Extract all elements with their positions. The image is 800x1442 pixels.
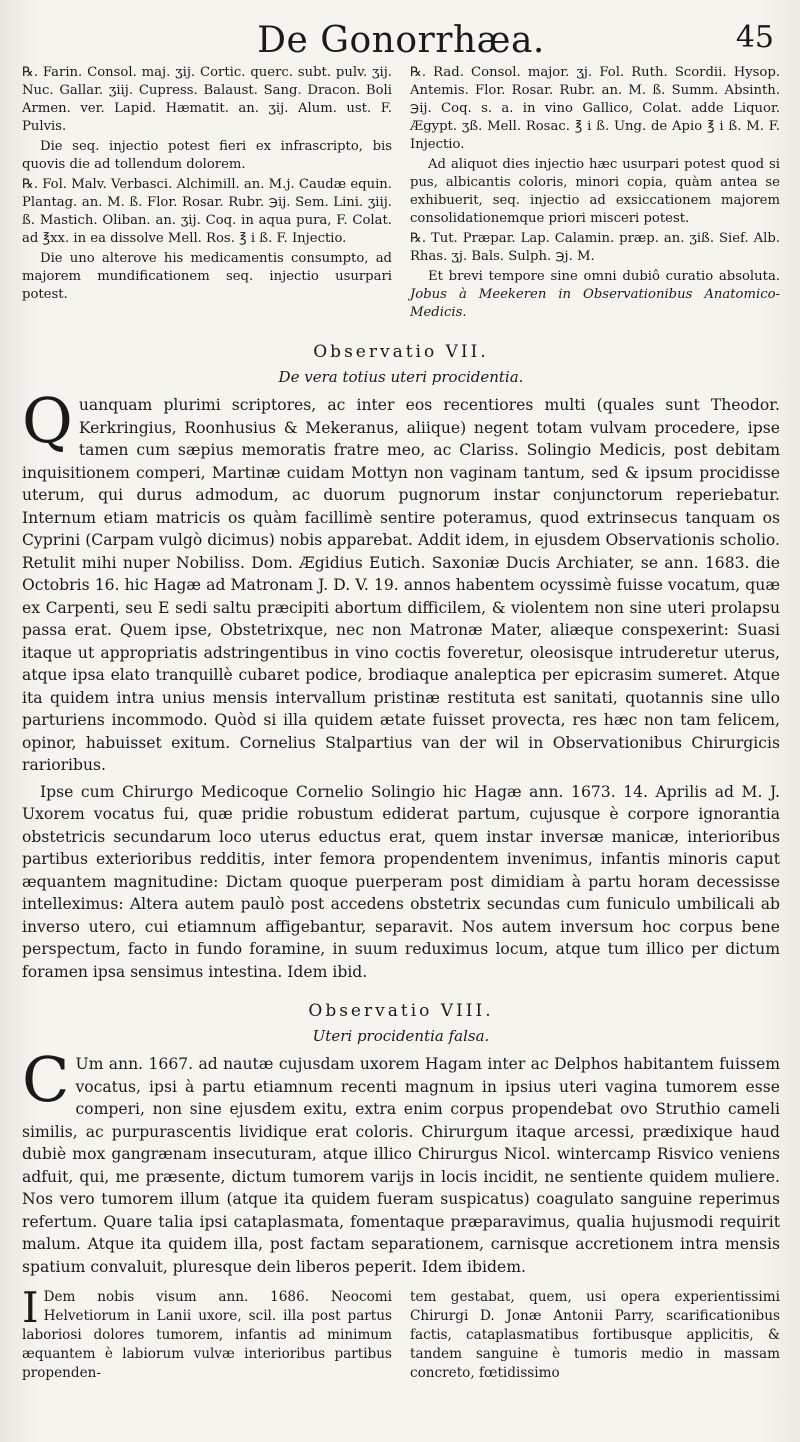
drop-cap: I [22,1283,39,1332]
bottom-columns [22,1283,780,1383]
text-paragraph [22,384,780,777]
recipe-paragraph: ℞. Fol. Malv. Verbasci. Alchimill. an. M.j. Caudæ equin. Plantag. an. M. ß. Flor. Rosar. Rubr. ℈ij. Sem. Lini. ʒiij. ß. Mastich. Oliban. an. ʒij. Coq. in aqua pura, F. Colat. ad ℥xx. in ea dissolve Mell. Ros. ℥ i ß. F. Injectio. [22,177,392,246]
observation-subtitle: De vera totius uteri procidentia. [278,368,524,386]
text-paragraph [22,1283,392,1383]
left-column [22,1283,392,1383]
text-paragraph [22,1043,780,1278]
text-paragraph [410,268,780,322]
observation-heading: Observatio VII. [313,342,489,362]
conclusion-text: Et brevi tempore sine omni dubiô curatio absoluta. [428,269,780,284]
paragraph-text: Um ann. 1667. ad nautæ cujusdam uxorem Hagam inter ac Delphos habitantem fuissem vocatus, ipsi à partu etiamnum recenti magnum in ipsius uteri vagina tumorem esse comperi, non sine ejusdem exitu, extra enim corpus propendebat ovo Struthio cameli similis, ac purpurascentis lividique erat coloris. Chirurgum itaque arcessi, prædixique haud dubiè mox gangrænam insecuturam, atque illico Chirurgus Nicol. wintercamp Risvico veniens adfuit, qui, me præsente, dictum tumorem varijs in locis incidit, ne sentiente quidem muliere. Nos vero tumorem illum (atque ita quidem fueram suspicatus) coagulato sanguine reperimus refertum. Quare talia ipsi cataplasmata, fomentaque præparavimus, qualia hujusmodi requirit malum. Atque ita quidem illa, post factam separationem, carnisque accretionem intra mensis spatium convaluit, pluresque dein liberos peperit. Idem ibidem. [22,1055,780,1276]
recipe-paragraph: ℞. Rad. Consol. major. ʒj. Fol. Ruth. Scordii. Hysop. Antemis. Flor. Rosar. Rubr. an. M. ß. Summ. Absinth. ℈ij. Coq. s. a. in vino Gallico, Colat. adde Liquor. Ægypt. ʒß. Mell. Rosac. ℥ i ß. Ung. de Apio ℥ i ß. M. F. Injectio. [410,65,780,152]
citation: Jobus à Meekeren in Observationibus Anatomico-Medicis. [410,287,780,320]
page-number: 45 [735,20,774,55]
observation-body [22,384,780,983]
observation-heading: Observatio VIII. [308,1001,494,1021]
recipe-paragraph: ℞. Farin. Consol. maj. ʒij. Cortic. querc. subt. pulv. ʒij. Nuc. Gallar. ʒiij. Cupress. Balaust. Sang. Dracon. Boli Armen. ver. Lapid. Hæmatit. an. ʒij. Alum. ust. F. Pulvis. [22,65,392,134]
running-title: De Gonorrhæa. [257,20,545,61]
left-column [22,64,392,324]
drop-cap: C [22,1043,70,1116]
text-paragraph: Ad aliquot dies injectio hæc usurpari potest quod si pus, albicantis coloris, minori copia, quàm antea se exhibuerit, seq. injectio ad exsiccationem majorem consolidationemque priori misceri potest. [410,157,780,226]
recipe-columns [22,64,780,324]
paragraph-text: Dem nobis visum ann. 1686. Neocomi Helvetiorum in Lanii uxore, scil. illa post partus laboriosi dolores tumorem, infantis ad minimum æquantem è labiorum vulvæ interioribus partibus propenden- [22,1289,392,1381]
text-paragraph: Die uno alterove his medicamentis consumpto, ad majorem mundificationem seq. injectio usurpari potest. [22,251,392,302]
right-column [410,1288,780,1383]
drop-cap: Q [22,384,73,457]
observation-subtitle: Uteri procidentia falsa. [312,1027,490,1045]
page-header [22,14,780,64]
text-paragraph: tem gestabat, quem, usi opera experientissimi Chirurgi D. Jonæ Antonii Parry, scarificationibus factis, cataplasmatibus fortibusque applicitis, & tandem sanguine è tumoris medio in massam concreto, fœtidissimo [410,1289,780,1381]
right-column [410,64,780,324]
paragraph-text: uanquam plurimi scriptores, ac inter eos recentiores multi (quales sunt Theodor. Kerkringius, Roonhusius & Mekeranus, aliique) negent totam vulvam procedere, ipse tamen cum sæpius memoratis fratre meo, ac Clariss. Solingio Medicis, post debitam inquisitionem comperi, Martinæ cuidam Mottyn non vaginam tantum, sed & ipsum procidisse uterum, qui durus admodum, ac duorum pugnorum instar conjunctorum reperiebatur. Internum etiam matricis os quàm facillimè sentire poteramus, quod extrinsecus tanquam os Cyprini (Carpam vulgò dicimus) nobis apparebat. Addit idem, in ejusdem Observationis scholio. Retulit mihi nuper Nobiliss. Dom. Ægidius Eutich. Saxoniæ Ducis Archiater, se ann. 1683. die Octobris 16. hic Hagæ ad Matronam J. D. V. 19. annos habentem ocyssimè fuisse vocatum, quæ ex Carpenti, seu E sedi saltu præcipiti abortum difficilem, & violentem non sine uteri prolapsu passa erat. Quem ipse, Obstetrixque, nec non Matronæ Mater, aliæque conspexerint: Suasi itaque ut appropriatis adstringentibus in vino coctis foveretur, oleosisque intruderetur uterus, atque ipsa elato tranquillè cubaret podice, brodiaque analeptica per epicrasim sumeret. Atque ita quidem intra unius mensis intervallum pristinæ restituta est sanitati, quotannis sine ullo parturiens incommodo. Quòd si illa quidem ætate fuisset provecta, res hæc non tam felicem, opinor, habuisset exitum. Cornelius Stalpartius van der wil in Observationibus Chirurgicis rarioribus. [22,396,780,774]
recipe-paragraph: ℞. Tut. Præpar. Lap. Calamin. præp. an. ʒiß. Sief. Alb. Rhas. ʒj. Bals. Sulph. ℈j. M. [410,231,780,264]
observation-body [22,1043,780,1278]
text-paragraph: Die seq. injectio potest fieri ex infrascripto, bis quovis die ad tollendum dolorem. [22,139,392,172]
text-paragraph: Ipse cum Chirurgo Medicoque Cornelio Solingio hic Hagæ ann. 1673. 14. Aprilis ad M. J. Uxorem vocatus fui, quæ pridie robustum ediderat partum, cujusque è corpore ignorantia obstetricis secundarum loco uterus eductus erat, quem instar inversæ manicæ, interioribus partibus exterioribus redditis, inter femora propendentem invenimus, infantis minoris caput æquantem magnitudine: Dictam quoque puerperam post dimidiam à partu horam decessisse intelleximus: Altera autem paulò post accedens obstetrix secundas cum funiculo umbilicali ab inverso utero, cui etiamnum affigebantur, separavit. Nos autem inversum hoc corpus bene perspectum, facto in fundo foramine, in suum reduximus locum, atque tum illico per dictum foramen ipsa sensimus intestina. Idem ibid. [22,782,780,981]
